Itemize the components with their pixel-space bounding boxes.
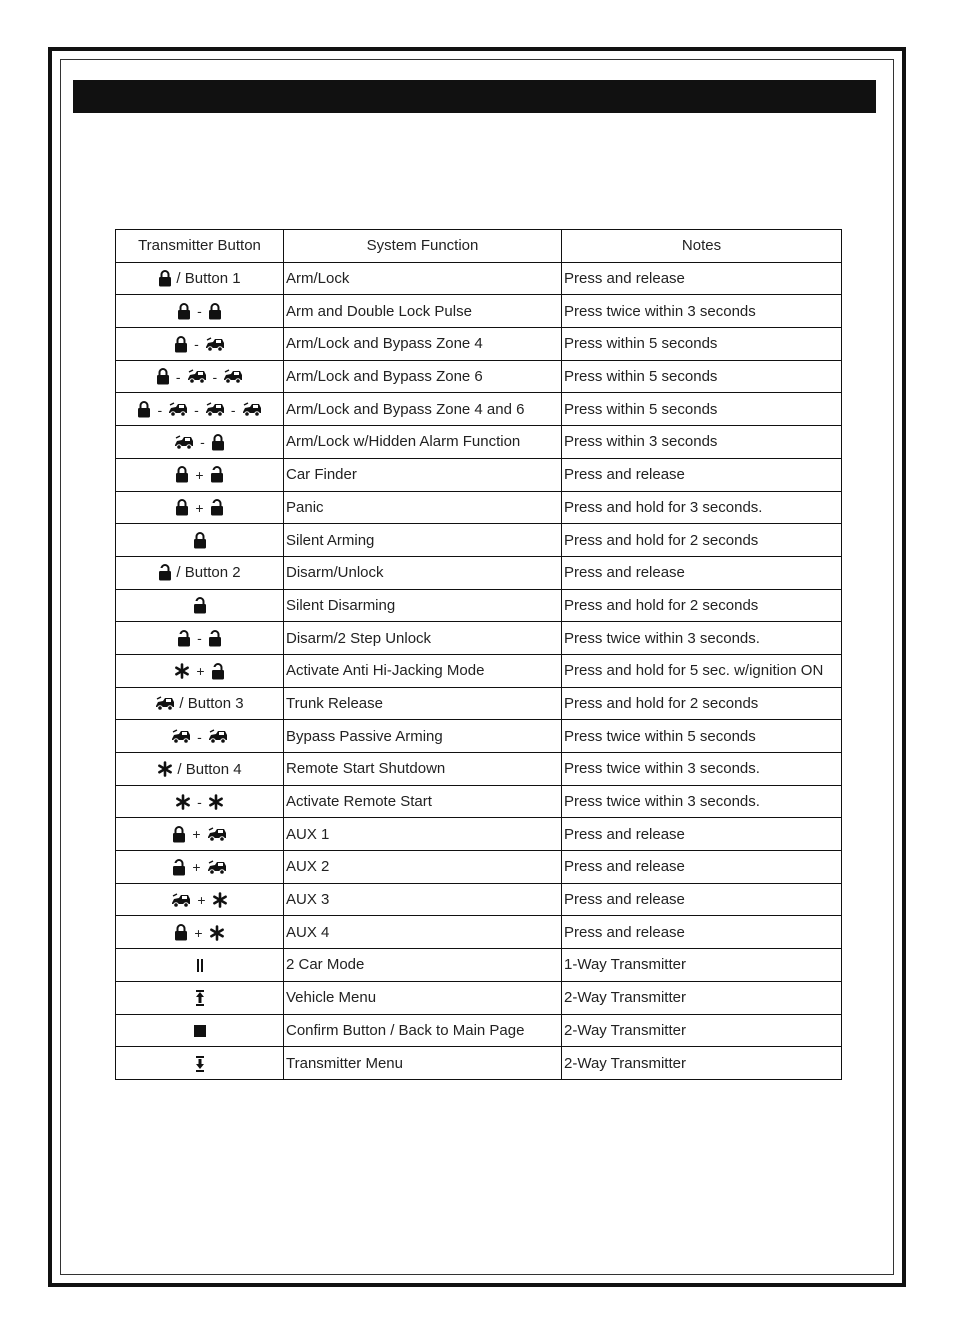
trunk-icon <box>242 402 262 417</box>
transmitter-button-cell <box>116 753 284 786</box>
transmitter-button-cell <box>116 981 284 1014</box>
system-function-cell: Arm/Lock w/Hidden Alarm Function <box>284 426 562 459</box>
unlock-icon <box>210 499 224 516</box>
notes-cell: Press and hold for 2 seconds <box>562 687 842 720</box>
header-system-function: System Function <box>284 230 562 263</box>
trunk-icon <box>155 696 175 711</box>
system-function-cell: AUX 2 <box>284 851 562 884</box>
trunk-icon <box>171 893 191 908</box>
unlock-icon <box>193 597 207 614</box>
system-function-cell: Vehicle Menu <box>284 981 562 1014</box>
notes-cell: Press and release <box>562 883 842 916</box>
system-function-cell: AUX 1 <box>284 818 562 851</box>
transmitter-button-cell <box>116 1014 284 1047</box>
notes-cell: Press within 3 seconds <box>562 426 842 459</box>
table-row <box>116 458 842 491</box>
button-combo-separator: - <box>200 434 205 451</box>
transmitter-button-cell <box>116 458 284 491</box>
table-row <box>116 687 842 720</box>
system-function-cell: Bypass Passive Arming <box>284 720 562 753</box>
transmitter-function-table <box>115 229 842 1080</box>
transmitter-button-cell <box>116 851 284 884</box>
system-function-cell: Arm/Lock and Bypass Zone 4 and 6 <box>284 393 562 426</box>
system-function-cell: Silent Arming <box>284 524 562 557</box>
lock-icon <box>193 532 207 549</box>
table-row <box>116 262 842 295</box>
unlock-icon <box>210 466 224 483</box>
transmitter-button-cell <box>116 524 284 557</box>
section-header-bar <box>73 80 876 113</box>
lock-icon <box>177 303 191 320</box>
notes-cell: Press twice within 3 seconds. <box>562 753 842 786</box>
system-function-cell: Activate Anti Hi-Jacking Mode <box>284 654 562 687</box>
transmitter-button-cell <box>116 491 284 524</box>
unlock-icon <box>211 663 225 680</box>
button-combo-separator: + <box>195 466 204 483</box>
button-combo-separator: - <box>197 728 202 745</box>
down-arrow-icon <box>195 1056 205 1072</box>
notes-cell: 2-Way Transmitter <box>562 981 842 1014</box>
button-number-label: / Button 1 <box>176 270 241 288</box>
transmitter-button-cell <box>116 589 284 622</box>
unlock-icon <box>208 630 222 647</box>
transmitter-button-cell <box>116 785 284 818</box>
button-combo-separator: - <box>212 368 218 385</box>
unlock-icon <box>177 630 191 647</box>
trunk-icon <box>223 369 243 384</box>
transmitter-button-cell <box>116 393 284 426</box>
table-row <box>116 491 842 524</box>
transmitter-button-cell <box>116 360 284 393</box>
button-number-label: / Button 2 <box>176 564 241 582</box>
pause-icon <box>196 959 204 972</box>
system-function-cell: Disarm/2 Step Unlock <box>284 622 562 655</box>
table-row <box>116 328 842 361</box>
table-row <box>116 295 842 328</box>
header-transmitter-button: Transmitter Button <box>116 230 284 263</box>
star-icon <box>157 761 173 777</box>
notes-cell: Press and release <box>562 851 842 884</box>
table-row <box>116 556 842 589</box>
transmitter-button-cell <box>116 883 284 916</box>
button-combo-separator: + <box>196 663 205 680</box>
lock-icon <box>174 336 188 353</box>
notes-cell: Press twice within 3 seconds. <box>562 622 842 655</box>
trunk-icon <box>205 402 225 417</box>
star-icon <box>175 794 191 810</box>
notes-cell: Press and release <box>562 458 842 491</box>
system-function-cell: Confirm Button / Back to Main Page <box>284 1014 562 1047</box>
button-combo-separator: - <box>197 794 202 811</box>
lock-icon <box>137 401 151 418</box>
header-notes: Notes <box>562 230 842 263</box>
transmitter-button-cell <box>116 916 284 949</box>
system-function-cell: AUX 4 <box>284 916 562 949</box>
table-row <box>116 851 842 884</box>
table-row <box>116 360 842 393</box>
trunk-icon <box>207 827 227 842</box>
notes-cell: 1-Way Transmitter <box>562 949 842 982</box>
trunk-icon <box>205 337 225 352</box>
star-icon <box>208 794 224 810</box>
transmitter-button-cell <box>116 328 284 361</box>
table-row <box>116 916 842 949</box>
table-row <box>116 654 842 687</box>
notes-cell: 2-Way Transmitter <box>562 1047 842 1080</box>
button-combo-separator: - <box>175 368 181 385</box>
transmitter-button-cell <box>116 687 284 720</box>
system-function-cell: Silent Disarming <box>284 589 562 622</box>
notes-cell: Press and release <box>562 556 842 589</box>
system-function-cell: Arm/Lock <box>284 262 562 295</box>
button-combo-separator: - <box>230 401 236 418</box>
notes-cell: Press within 5 seconds <box>562 328 842 361</box>
transmitter-button-cell <box>116 949 284 982</box>
table-row <box>116 949 842 982</box>
trunk-icon <box>168 402 188 417</box>
transmitter-button-cell <box>116 556 284 589</box>
table-row <box>116 524 842 557</box>
transmitter-button-cell <box>116 622 284 655</box>
unlock-icon <box>158 564 172 581</box>
system-function-cell: Arm and Double Lock Pulse <box>284 295 562 328</box>
system-function-cell: Trunk Release <box>284 687 562 720</box>
system-function-cell: Arm/Lock and Bypass Zone 4 <box>284 328 562 361</box>
lock-icon <box>175 466 189 483</box>
button-combo-separator: - <box>194 336 199 353</box>
trunk-icon <box>171 729 191 744</box>
table-row <box>116 785 842 818</box>
trunk-icon <box>208 729 228 744</box>
square-icon <box>194 1025 206 1037</box>
system-function-cell: Transmitter Menu <box>284 1047 562 1080</box>
notes-cell: Press and hold for 2 seconds <box>562 524 842 557</box>
star-icon <box>209 925 225 941</box>
system-function-cell: Activate Remote Start <box>284 785 562 818</box>
lock-icon <box>211 434 225 451</box>
system-function-cell: Arm/Lock and Bypass Zone 6 <box>284 360 562 393</box>
system-function-cell: Remote Start Shutdown <box>284 753 562 786</box>
system-function-cell: Disarm/Unlock <box>284 556 562 589</box>
button-combo-separator: + <box>194 924 203 941</box>
notes-cell: Press and release <box>562 916 842 949</box>
notes-cell: Press twice within 3 seconds <box>562 295 842 328</box>
transmitter-button-cell <box>116 818 284 851</box>
table-row <box>116 1014 842 1047</box>
transmitter-button-cell <box>116 1047 284 1080</box>
button-combo-separator: - <box>197 630 202 647</box>
notes-cell: Press twice within 3 seconds. <box>562 785 842 818</box>
notes-cell: Press within 5 seconds <box>562 393 842 426</box>
notes-cell: Press and release <box>562 818 842 851</box>
star-icon <box>174 663 190 679</box>
table-row <box>116 981 842 1014</box>
notes-cell: Press and release <box>562 262 842 295</box>
button-number-label: / Button 4 <box>177 760 242 778</box>
system-function-cell: AUX 3 <box>284 883 562 916</box>
table-row <box>116 589 842 622</box>
button-combo-separator: - <box>194 401 199 418</box>
notes-cell: Press and hold for 2 seconds <box>562 589 842 622</box>
star-icon <box>212 892 228 908</box>
transmitter-button-cell <box>116 426 284 459</box>
notes-cell: Press within 5 seconds <box>562 360 842 393</box>
transmitter-button-cell <box>116 654 284 687</box>
table-row <box>116 753 842 786</box>
trunk-icon <box>187 369 207 384</box>
transmitter-button-cell <box>116 295 284 328</box>
button-combo-separator: - <box>197 303 202 320</box>
button-combo-separator: + <box>192 826 201 843</box>
system-function-cell: Car Finder <box>284 458 562 491</box>
table-row <box>116 1047 842 1080</box>
button-combo-separator: + <box>195 499 204 516</box>
notes-cell: Press and hold for 5 sec. w/ignition ON <box>562 654 842 687</box>
lock-icon <box>172 826 186 843</box>
table-row <box>116 622 842 655</box>
table-row <box>116 883 842 916</box>
transmitter-button-cell <box>116 720 284 753</box>
unlock-icon <box>172 859 186 876</box>
table-row <box>116 818 842 851</box>
trunk-icon <box>174 435 194 450</box>
lock-icon <box>174 924 188 941</box>
notes-cell: 2-Way Transmitter <box>562 1014 842 1047</box>
lock-icon <box>156 368 170 385</box>
button-combo-separator: + <box>192 859 201 876</box>
notes-cell: Press and hold for 3 seconds. <box>562 491 842 524</box>
button-combo-separator: - <box>157 401 163 418</box>
table-row <box>116 393 842 426</box>
table-row <box>116 426 842 459</box>
trunk-icon <box>207 860 227 875</box>
lock-icon <box>175 499 189 516</box>
system-function-cell: 2 Car Mode <box>284 949 562 982</box>
notes-cell: Press twice within 5 seconds <box>562 720 842 753</box>
table-header-row <box>116 230 842 263</box>
button-number-label: / Button 3 <box>179 695 244 713</box>
table-row <box>116 720 842 753</box>
transmitter-button-cell <box>116 262 284 295</box>
lock-icon <box>158 270 172 287</box>
button-combo-separator: + <box>197 892 206 909</box>
system-function-cell: Panic <box>284 491 562 524</box>
lock-icon <box>208 303 222 320</box>
up-arrow-icon <box>195 990 205 1006</box>
